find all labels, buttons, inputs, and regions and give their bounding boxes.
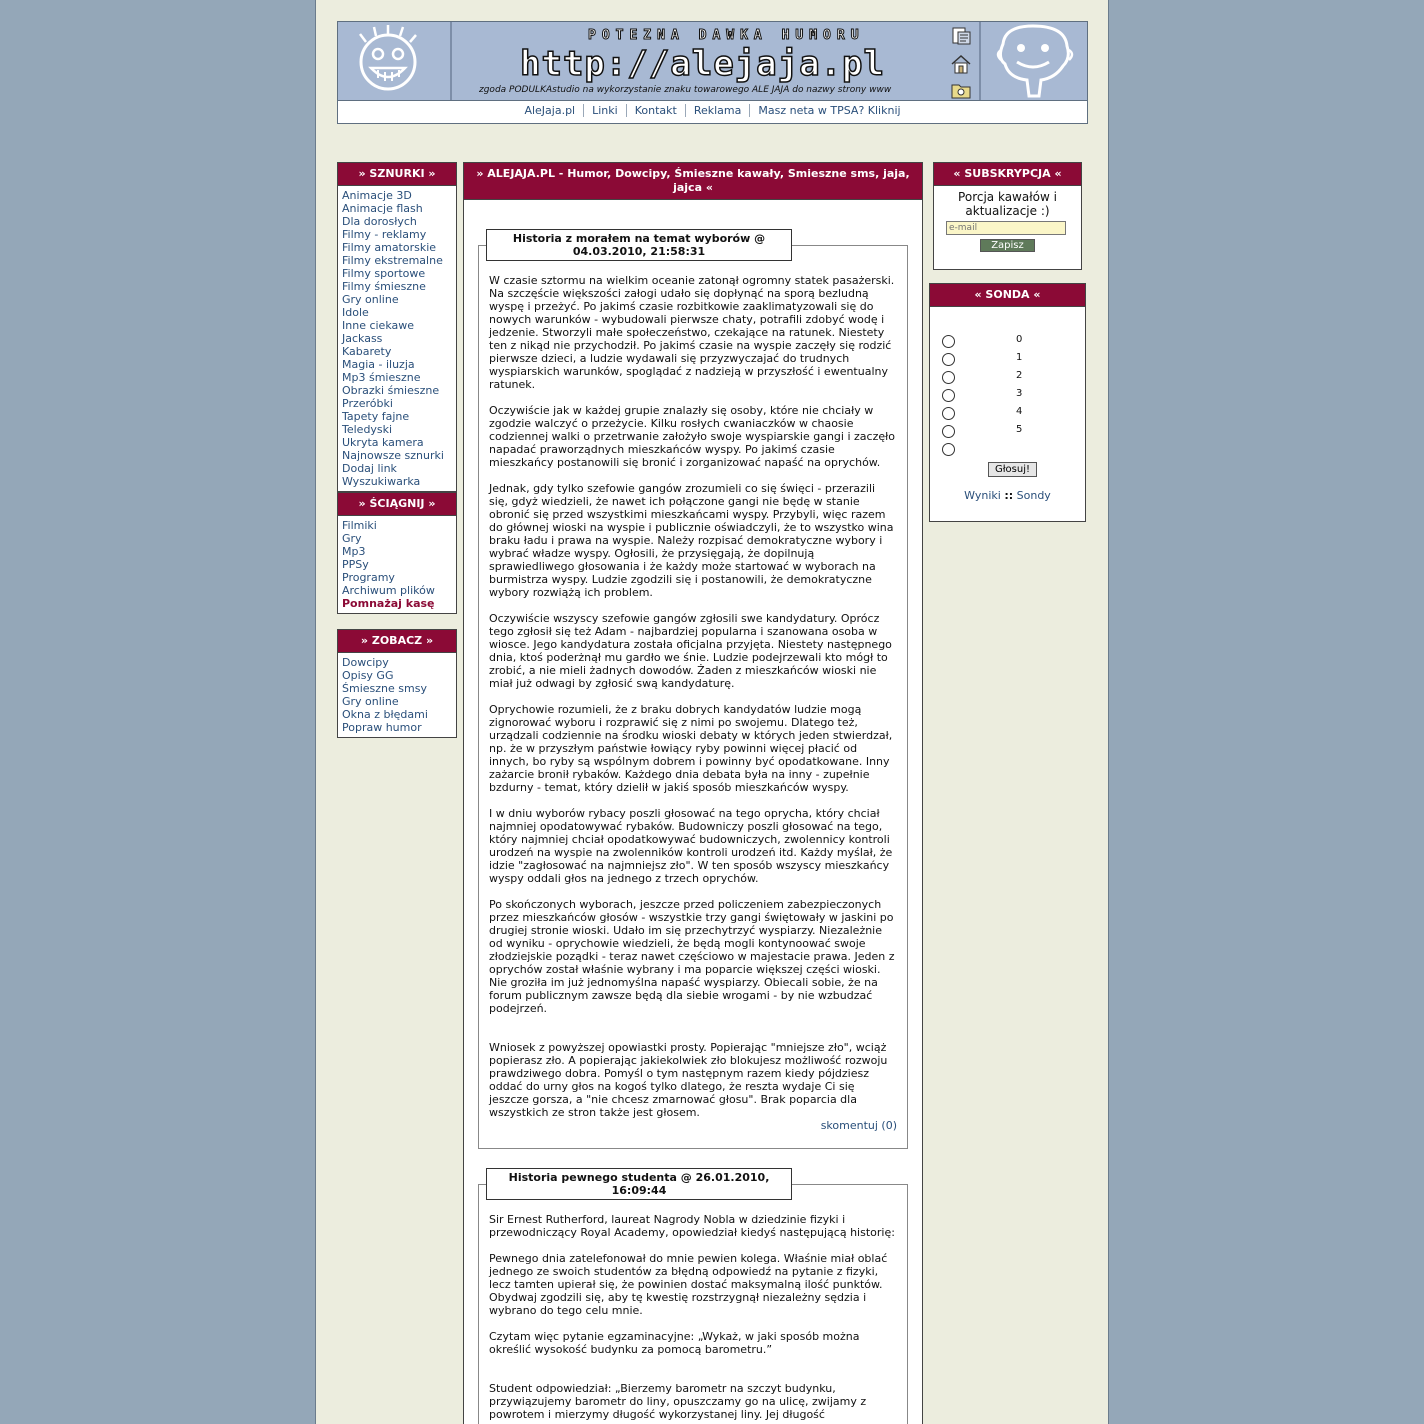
poll-option [930, 369, 1085, 387]
menu-item [342, 332, 456, 345]
sciagnij-title: » ŚCIĄGNIJ » [338, 493, 456, 516]
comment-link[interactable]: skomentuj (0) [820, 1119, 897, 1132]
menu-item [342, 345, 456, 358]
menu-link[interactable]: Filmy sportowe [342, 267, 426, 280]
menu-link[interactable]: Gry online [342, 293, 399, 306]
poll-option [930, 351, 1085, 369]
article-title: Historia z morałem na temat wyborów @ 04.03.2010, 21:58:31 [486, 229, 792, 261]
sznurki-menu [338, 186, 456, 490]
article [478, 1184, 908, 1424]
poll-title: « SONDA « [930, 284, 1085, 307]
menu-item [342, 682, 456, 695]
menu-item [342, 449, 456, 462]
menu-link[interactable]: PPSy [342, 558, 369, 571]
menu-item [342, 280, 456, 293]
menu-link[interactable]: Mp3 śmieszne [342, 371, 421, 384]
article-paragraph: Czytam więc pytanie egzaminacyjne: „Wykaż, w jaki sposób można określić wysokość budynku za pomocą barometru.” [489, 1330, 860, 1356]
menu-link[interactable]: Archiwum plików [342, 584, 435, 597]
poll-results-link[interactable]: Wyniki [964, 489, 1001, 502]
menu-item [342, 189, 456, 202]
site-logo[interactable]: http://alejaja.pl [520, 44, 885, 84]
zobacz-menu [338, 653, 456, 736]
tagline: POTEZNA DAWKA HUMORU [588, 28, 865, 43]
menu-link[interactable]: Gry online [342, 695, 399, 708]
article-paragraph: I w dniu wyborów rybacy poszli głosować na tego oprycha, który chciał najmniej opodatowywać rybaków. Budowniczy poszli głosować na tego, który najmniej chciał opodatkowywać budowniczych, zwolennicy kontroli urodzeń na wyspie na zwolenników kontroli urodzeń itd. Każdy myślał, że idzie "zagłosować na najmniejsz zło". W ten sposób wszyscy mieszkańcy wyspy oddali głos na jednego z trzech oprychów. [489, 807, 893, 885]
menu-link[interactable]: Kabarety [342, 345, 392, 358]
menu-item [342, 519, 456, 532]
menu-item [342, 545, 456, 558]
article-paragraph: Po skończonych wyborach, jeszcze przed policzeniem zabezpieczonych przez mieszkańców głosów - wszystkie trzy gangi świętowały w jaskini po drugiej stronie wioski. Udało im się przechytrzyć wyspiarzy. Niezależnie od wyniku - oprychowie wiedzieli, że będą mogli kontynoować swoje złodziejskie poządki - teraz nawet częściowo w majestacie prawa. Jeden z oprychów został właśnie wybrany i ma poparcie większej części wioski. Nie groziła im już jednomyślna napaść wyspiarzy. Obiecali sobie, że na forum publicznym zawsze będą dla siebie wrogami - by nie wzbudzać podejrzeń. [489, 898, 895, 1015]
menu-item [342, 293, 456, 306]
menu-item [342, 241, 456, 254]
poll-option [930, 333, 1085, 351]
menu-link[interactable]: Tapety fajne [342, 410, 410, 423]
sciagnij-menu [338, 516, 456, 612]
menu-item [342, 319, 456, 332]
poll-list-link[interactable]: Sondy [1016, 489, 1051, 502]
menu-item [342, 410, 456, 423]
nav-kontakt[interactable]: Kontakt [627, 104, 686, 117]
menu-link[interactable]: Ukryta kamera [342, 436, 424, 449]
menu-item [342, 558, 456, 571]
menu-link[interactable]: Programy [342, 571, 395, 584]
menu-item [342, 267, 456, 280]
article-paragraph: W czasie sztormu na wielkim oceanie zatonął ogromny statek pasażerski. Na szczęście większości załogi udało się dopłynąć na sporą bezludną wyspę i przeżyć. Po jakimś czasie rozbitkowie zaaklimatyzowali się do nowych warunków - wybudowali pierwsze chaty, potrafili zdobyć wodę i jedzenie. Stworzyli małe społeczeństwo, czekające na ratunek. Niestety ten z nikąd nie przychodził. Po jakimś czasie na wyspie zaczęły się rodzić pierwsze dzieci, a ludzie wydawali się przyzwyczajać do trudnych wyspiarskich warunków, spoglądać z nadzieją w przyszłość i ewentualny ratunek. [489, 274, 895, 391]
menu-link[interactable]: Animacje flash [342, 202, 423, 215]
nav-reklama[interactable]: Reklama [686, 104, 751, 117]
menu-link[interactable]: Opisy GG [342, 669, 394, 682]
menu-link[interactable]: Idole [342, 306, 369, 319]
header [337, 21, 1088, 124]
nav-linki[interactable]: Linki [584, 104, 627, 117]
menu-item [342, 228, 456, 241]
menu-item [342, 571, 456, 584]
menu-link[interactable]: Dodaj link [342, 462, 397, 475]
nav-alejaja[interactable]: AleJaja.pl [516, 104, 584, 117]
menu-item [342, 721, 456, 734]
poll-option [930, 441, 1085, 459]
poll-radio[interactable] [942, 425, 955, 438]
sznurki-title: » SZNURKI » [338, 163, 456, 186]
menu-item [342, 656, 456, 669]
poll-radio[interactable] [942, 371, 955, 384]
menu-link[interactable]: Dowcipy [342, 656, 389, 669]
article-paragraph: Sir Ernest Rutherford, laureat Nagrody Nobla w dziedzinie fizyki i przewodniczący Royal Academy, opowiedział kiedyś następującą historię: [489, 1213, 895, 1239]
menu-link[interactable]: Popraw humor [342, 721, 422, 734]
poll-box [929, 283, 1086, 522]
poll-option-label: 2 [1016, 370, 1023, 381]
menu-link[interactable]: Animacje 3D [342, 189, 412, 202]
sznurki-box [337, 162, 457, 492]
poll-radio[interactable] [942, 443, 955, 456]
article-paragraph: Jednak, gdy tylko szefowie gangów zrozumieli co się święci - przerazili się, gdyż wiedzieli, że nawet ich połączone gangi nie będę w stanie obronić się przed wszystkimi mieszkańcami wyspy. Przybyli, więc razem do głównej wioski na wyspie i publicznie oświadczyli, że to wszystko wina braku ładu i prawa na wyspie. Należy rozpisać demokratyczne wybory i wybrać władze wyspy. Ogłosili, że przysięgają, że dopilnują sprawiedliwego głosowania i że każdy może startować w wyborach na burmistrza wyspy. Ludzie zgodzili się i postanowili, że demokratyczne wybory rozwiążą ich problem. [489, 482, 894, 599]
menu-item [342, 708, 456, 721]
menu-item [342, 475, 456, 488]
poll-radio[interactable] [942, 407, 955, 420]
article-paragraph: Pewnego dnia zatelefonował do mnie pewien kolega. Właśnie miał oblać jednego ze swoich studentów za błędną odpowiedź na pytanie z fizyki, lecz tamten upierał się, że powinien dostać maksymalną ilość punktów. Obydwaj zgodzili się, aby tę kwestię rozstrzygnął niezależny sędzia i wybrano do tego celu mnie. [489, 1252, 888, 1317]
pomnazaj-kase-link[interactable]: Pomnażaj kasę [342, 597, 435, 610]
menu-item [342, 436, 456, 449]
vote-button[interactable]: Głosuj! [988, 462, 1037, 477]
menu-link[interactable]: Filmy amatorskie [342, 241, 437, 254]
subscribe-button[interactable]: Zapisz [980, 239, 1035, 252]
poll-link-separator: :: [1004, 489, 1014, 502]
article-body [479, 1213, 907, 1421]
poll-radio[interactable] [942, 335, 955, 348]
menu-item [342, 358, 456, 371]
menu-item [342, 397, 456, 410]
menu-link[interactable]: Filmy śmieszne [342, 280, 426, 293]
menu-link[interactable]: Okna z błędami [342, 708, 428, 721]
nav-tpsa[interactable]: Masz neta w TPSA? Kliknij [758, 104, 901, 117]
menu-item [342, 254, 456, 267]
menu-link[interactable]: Śmieszne smsy [342, 682, 427, 695]
menu-link[interactable]: Obrazki śmieszne [342, 384, 440, 397]
page [315, 0, 1109, 1424]
article [478, 245, 908, 1149]
menu-item [342, 695, 456, 708]
main-content [463, 162, 923, 1424]
menu-item [342, 462, 456, 475]
trademark-notice: zgoda PODULKAstudio na wykorzystanie znaku towarowego ALE JAJA do nazwy strony www [479, 85, 892, 95]
menu-item [342, 371, 456, 384]
menu-item [342, 384, 456, 397]
menu-link[interactable]: Filmy ekstremalne [342, 254, 443, 267]
poll-option-label: 4 [1016, 406, 1023, 417]
subscription-title: « SUBSKRYPCJA « [934, 163, 1081, 186]
menu-item [342, 306, 456, 319]
face-right-icon [979, 22, 1087, 100]
menu-link[interactable]: Filmiki [342, 519, 377, 532]
menu-link[interactable]: Gry [342, 532, 362, 545]
poll-option [930, 423, 1085, 441]
poll-radio[interactable] [942, 353, 955, 366]
poll-radio[interactable] [942, 389, 955, 402]
bookmark-icon[interactable] [950, 26, 972, 46]
article-body [479, 274, 907, 1119]
menu-link[interactable]: Magia - iluzja [342, 358, 415, 371]
sciagnij-box [337, 492, 457, 614]
menu-item [342, 597, 456, 610]
email-input[interactable] [946, 221, 1066, 235]
article-paragraph: Wniosek z powyższej opowiastki prosty. Popierając "mniejsze zło", wciąż popierasz zło. A popierając jakiekolwiek zło blokujesz możliwość rozwoju prawdziwego dobra. Pomyśl o tym następnym razem kiedy pójdziesz oddać do urny głos na kogoś tylko dlatego, że reszta wydaje Ci się jeszcze gorsza, a "nie chcesz zmarnować głosu". Brak poparcia dla wszystkich ze stron także jest głosem. [489, 1041, 888, 1119]
main-title: » ALEJAJA.PL - Humor, Dowcipy, Śmieszne kawały, Smieszne sms, jaja, jajca « [464, 163, 922, 200]
zobacz-title: » ZOBACZ » [338, 630, 456, 653]
home-icon[interactable] [950, 54, 972, 74]
folder-icon[interactable] [950, 80, 972, 100]
article-paragraph: Oprychowie rozumieli, że z braku dobrych kandydatów ludzie mogą zignorować wyboru i rozprawić się z nimi po swojemu. Dlatego też, urządzali codziennie na środku wioski debaty w których jeden stwierdzał, np. że w przyszłym państwie łowiący ryby powinni więcej płacić od innych, bo ryby są wspólnym dobrem i powinny być opodatkowane. Inny zażarcie bronił rybaków. Każdego dnia debata była na inny - zupełnie bzdurny - temat, który dzielił w jakiś sposób mieszkańców wyspy. [489, 703, 893, 794]
poll-option [930, 387, 1085, 405]
menu-link[interactable]: Wyszukiwarka [342, 475, 421, 488]
menu-item [342, 669, 456, 682]
menu-item [342, 202, 456, 215]
poll-option-label: 3 [1016, 388, 1023, 399]
article-title: Historia pewnego studenta @ 26.01.2010, 16:09:44 [486, 1168, 792, 1200]
poll-option-label: 0 [1016, 334, 1023, 345]
menu-item [342, 532, 456, 545]
main-nav [338, 101, 1087, 123]
menu-item [342, 584, 456, 597]
poll-option-label: 1 [1016, 352, 1023, 363]
menu-link[interactable]: Filmy - reklamy [342, 228, 427, 241]
smiley-left-icon [338, 22, 452, 100]
zobacz-box [337, 629, 457, 738]
menu-link[interactable]: Inne ciekawe [342, 319, 415, 332]
menu-link[interactable]: Mp3 [342, 545, 366, 558]
subscription-box [933, 162, 1082, 270]
menu-item [342, 215, 456, 228]
poll-option [930, 405, 1085, 423]
menu-link[interactable]: Najnowsze sznurki [342, 449, 444, 462]
article-paragraph: Oczywiście jak w każdej grupie znalazły się osoby, które nie chciały w zgodzie walczyć o przeżycie. Kilku rosłych cwaniaczków w chaosie codziennej walki o przetrwanie założyło swoje wyspiarskie gangi i zaczęło napadać praworządnych mieszkańców wyspy. Po jakimś czasie mieszkańcy postanowili się bronić i zorganizować napaść na oprychów. [489, 404, 895, 469]
poll-option-label: 5 [1016, 424, 1023, 435]
banner [338, 22, 1087, 101]
article-paragraph: Student odpowiedział: „Bierzemy barometr na szczyt budynku, przywiązujemy barometr do liny, opuszczamy go na ulicę, zwijamy z powrotem i mierzymy długość wykorzystanej liny. Jej długość [489, 1382, 867, 1421]
article-paragraph: Oczywiście wszyscy szefowie gangów zgłosili swe kandydatury. Oprócz tego zgłosił się też Adam - najbardziej popularna i szanowana osoba w wiosce. Jego kandydatura została oficjalna przyjęta. Niestety następnego dnia, ktoś poderżnął mu gardło we śnie. Ludzie podejrzewali kto mógł to zrobić, a nie mieli żadnych dowodów. Żaden z mieszkańców wioski nie miał już odwagi by zgłosić swą kandydaturę. [489, 612, 892, 690]
menu-item [342, 423, 456, 436]
article-footer [479, 1119, 907, 1138]
menu-link[interactable]: Jackass [342, 332, 383, 345]
menu-link[interactable]: Teledyski [342, 423, 393, 436]
menu-link[interactable]: Dla dorosłych [342, 215, 417, 228]
menu-link[interactable]: Przeróbki [342, 397, 393, 410]
subscription-text: Porcja kawałów i aktualizacje :) [958, 190, 1057, 218]
